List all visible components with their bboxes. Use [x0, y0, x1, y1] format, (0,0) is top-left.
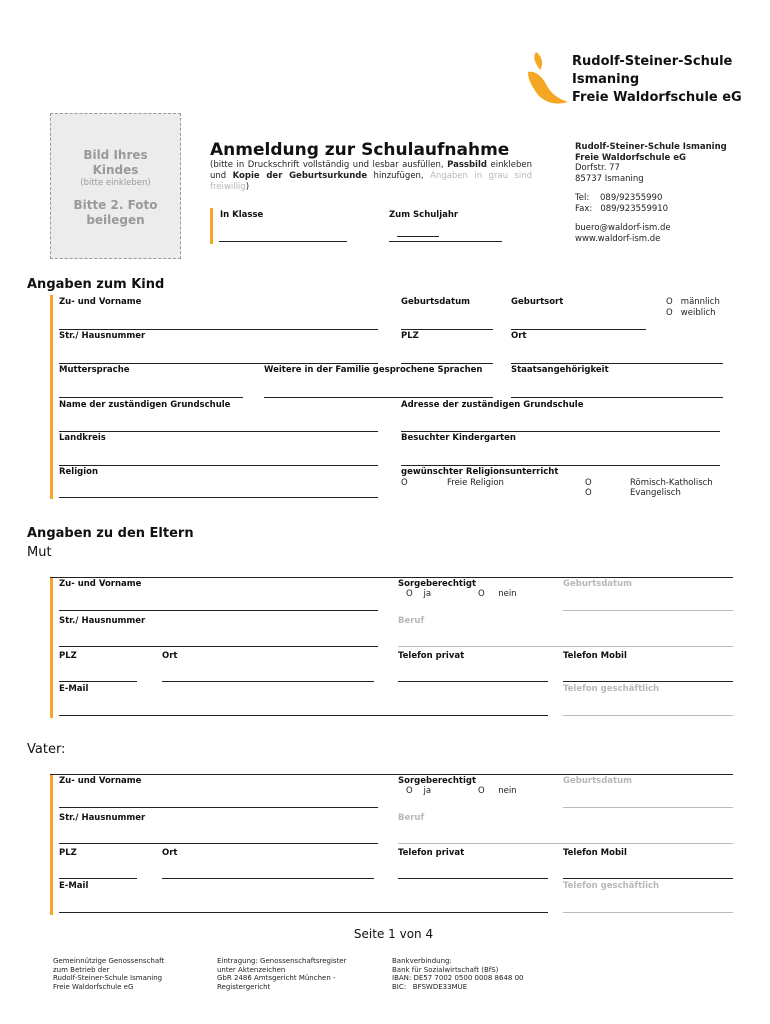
footer-2-line-4: Registergericht [217, 982, 271, 991]
mutter-top-rule [50, 577, 733, 578]
footer-3-line-2: Bank für Sozialwirtschaft (BfS) [392, 965, 499, 974]
vater-top-rule [50, 774, 733, 775]
field-religion[interactable] [59, 497, 378, 498]
label-grundschule: Name der zuständigen Grundschule [59, 400, 231, 410]
label-mutter-telefon-mobil: Telefon Mobil [563, 651, 627, 661]
accent-bar-vater [50, 775, 53, 915]
accent-bar-class [210, 208, 213, 244]
label-mutter-strasse: Str./ Hausnummer [59, 616, 146, 626]
label-vater-ort: Ort [162, 848, 178, 858]
intro-end: ) [245, 182, 250, 192]
option-evangelisch: Evangelisch [630, 488, 681, 498]
mutter-heading: Mut [27, 545, 52, 560]
footer-1-line-1: Gemeinnützige Genossenschaft [53, 957, 165, 965]
school-name-1: Rudolf-Steiner-Schule Ismaning [575, 142, 727, 152]
radio-mutter-nein[interactable]: O nein [478, 589, 517, 599]
footer-2-line-2: unter Aktenzeichen [217, 965, 286, 974]
school-name-2: Freie Waldorfschule eG [575, 152, 686, 163]
option-katholisch: Römisch-Katholisch [630, 478, 713, 488]
schuljahr-short-rule [397, 236, 439, 237]
label-mutter-telefon-privat: Telefon privat [398, 651, 465, 661]
footer-3-line-1: Bankverbindung: [392, 957, 452, 965]
radio-maennlich[interactable]: O männlich [666, 297, 720, 307]
label-kind-geburtsdatum: Geburtsdatum [401, 297, 470, 307]
footer-col-2 [217, 957, 347, 991]
label-vater-strasse: Str./ Hausnummer [59, 813, 146, 823]
label-vater-geburtsdatum: Geburtsdatum [563, 776, 632, 786]
field-mutter-name[interactable] [59, 610, 378, 611]
field-muttersprache[interactable] [59, 397, 243, 398]
field-staatsangehoerigkeit[interactable] [511, 397, 723, 398]
footer-2-line-1: Eintragung: Genossenschaftsregister [217, 957, 347, 965]
field-mutter-telefon-mobil[interactable] [563, 681, 733, 682]
label-kind-ort: Ort [511, 331, 527, 341]
label-grundschule-adresse: Adresse der zuständigen Grundschule [401, 400, 584, 410]
label-mutter-telefon-geschaeftlich: Telefon geschäftlich [563, 684, 660, 694]
page-number: Seite 1 von 4 [353, 927, 434, 941]
accent-bar-kind [50, 295, 53, 499]
field-kind-geburtsort[interactable] [511, 329, 646, 330]
field-kind-name[interactable] [59, 329, 378, 330]
field-kindergarten[interactable] [401, 465, 720, 466]
field-mutter-telefon-geschaeftlich[interactable] [563, 715, 733, 716]
radio-katholisch[interactable]: O [585, 478, 592, 488]
label-mutter-beruf: Beruf [398, 616, 425, 626]
label-muttersprache: Muttersprache [59, 365, 130, 375]
form-title: Anmeldung zur Schulaufnahme [210, 140, 510, 160]
school-fax: Fax: 089/923559910 [575, 203, 669, 214]
label-kind-plz: PLZ [401, 331, 419, 341]
field-landkreis[interactable] [59, 465, 378, 466]
footer-col-1 [53, 957, 164, 991]
label-religion: Religion [59, 467, 99, 477]
logo-line-3: Freie Waldorfschule eG [572, 90, 742, 105]
field-kind-strasse[interactable] [59, 363, 378, 364]
photo-text-1: Bild Ihres [83, 148, 148, 162]
field-grundschule[interactable] [59, 431, 378, 432]
label-mutter-sorgeberechtigt: Sorgeberechtigt [398, 579, 477, 589]
school-tel: Tel: 089/92355990 [575, 193, 663, 203]
radio-weiblich[interactable]: O weiblich [666, 308, 716, 318]
school-address [575, 142, 727, 244]
label-landkreis: Landkreis [59, 433, 106, 443]
field-mutter-ort[interactable] [162, 681, 374, 682]
label-vater-email: E-Mail [59, 881, 89, 891]
radio-evangelisch[interactable]: O [585, 488, 592, 498]
field-schuljahr[interactable] [389, 241, 502, 242]
school-web: www.waldorf-ism.de [575, 233, 661, 244]
section-kind-title: Angaben zum Kind [27, 277, 165, 292]
field-kind-plz[interactable] [401, 363, 493, 364]
field-mutter-email[interactable] [59, 715, 548, 716]
field-vater-ort[interactable] [162, 878, 374, 879]
field-vater-beruf[interactable] [398, 843, 733, 844]
label-schuljahr: Zum Schuljahr [389, 210, 459, 220]
accent-bar-mutter [50, 578, 53, 718]
photo-text-4: beilegen [86, 213, 145, 227]
label-religionsunterricht: gewünschter Religionsunterricht [401, 467, 559, 477]
field-grundschule-adresse[interactable] [401, 431, 720, 432]
option-freie-religion: Freie Religion [447, 478, 504, 488]
intro-grey: Angaben in grau sind freiwillig [210, 171, 533, 192]
label-mutter-name: Zu- und Vorname [59, 579, 142, 589]
footer-2-line-3: GbR 2486 Amtsgericht München - [217, 974, 336, 982]
section-eltern-title: Angaben zu den Eltern [27, 526, 194, 541]
label-kind-strasse: Str./ Hausnummer [59, 331, 146, 341]
intro-text-1: (bitte in Druckschrift vollständig und lesbar ausfüllen, [210, 160, 448, 170]
radio-vater-nein[interactable]: O nein [478, 786, 517, 796]
field-vater-telefon-geschaeftlich[interactable] [563, 912, 733, 913]
field-vater-strasse[interactable] [59, 843, 378, 844]
field-in-klasse[interactable] [219, 241, 347, 242]
radio-vater-ja[interactable]: O ja [406, 786, 432, 796]
photo-placeholder[interactable] [50, 113, 181, 259]
label-vater-telefon-mobil: Telefon Mobil [563, 848, 627, 858]
photo-text-2: Kindes [92, 163, 139, 177]
photo-text-3: Bitte 2. Foto [73, 198, 158, 212]
field-vater-plz[interactable] [59, 878, 137, 879]
vater-heading: Vater: [27, 742, 66, 757]
field-kind-ort[interactable] [511, 363, 723, 364]
school-email: buero@waldorf-ism.de [575, 223, 671, 233]
field-vater-email[interactable] [59, 912, 548, 913]
footer-col-3 [392, 957, 524, 991]
field-mutter-strasse[interactable] [59, 646, 378, 647]
form-intro [210, 160, 532, 193]
footer-3-line-4: BIC: BFSWDE33MUE [392, 982, 468, 991]
intro-text-3: hinzufügen, [367, 171, 431, 181]
school-street: Dorfstr. 77 [575, 163, 620, 173]
field-mutter-telefon-privat[interactable] [398, 681, 548, 682]
label-in-klasse: In Klasse [220, 210, 264, 220]
logo-line-1: Rudolf-Steiner-Schule [572, 54, 733, 69]
photo-hint: (bitte einkleben) [80, 178, 151, 188]
intro-text-2: einkleben und [210, 160, 533, 181]
label-kind-geburtsort: Geburtsort [511, 297, 564, 307]
label-mutter-ort: Ort [162, 651, 178, 661]
school-city: 85737 Ismaning [575, 173, 644, 184]
label-vater-plz: PLZ [59, 848, 77, 858]
radio-mutter-ja[interactable]: O ja [406, 589, 432, 599]
logo-line-2: Ismaning [572, 72, 640, 87]
label-kind-name: Zu- und Vorname [59, 297, 142, 307]
label-vater-name: Zu- und Vorname [59, 776, 142, 786]
label-mutter-plz: PLZ [59, 651, 77, 661]
label-mutter-geburtsdatum: Geburtsdatum [563, 579, 632, 589]
school-logo [522, 50, 752, 112]
footer-1-line-2: zum Betrieb der [53, 965, 110, 974]
logo-figure-icon [522, 50, 570, 110]
label-kindergarten: Besuchter Kindergarten [401, 433, 516, 443]
field-vater-telefon-privat[interactable] [398, 878, 548, 879]
field-vater-name[interactable] [59, 807, 378, 808]
intro-bold-1: Passbild [447, 160, 487, 170]
footer-1-line-3: Rudolf-Steiner-Schule Ismaning [53, 974, 163, 982]
field-weitere-sprachen[interactable] [264, 397, 493, 398]
field-mutter-beruf[interactable] [398, 646, 733, 647]
field-vater-telefon-mobil[interactable] [563, 878, 733, 879]
field-kind-geburtsdatum[interactable] [401, 329, 493, 330]
label-staatsangehoerigkeit: Staatsangehörigkeit [511, 365, 609, 375]
footer-1-line-4: Freie Waldorfschule eG [53, 982, 134, 991]
label-weitere-sprachen: Weitere in der Familie gesprochene Sprachen [264, 365, 483, 375]
intro-bold-2: Kopie der Geburtsurkunde [232, 171, 368, 181]
footer-3-line-3: IBAN: DE57 7002 0500 0008 8648 00 [392, 974, 524, 982]
field-vater-geburtsdatum[interactable] [563, 807, 733, 808]
field-mutter-plz[interactable] [59, 681, 137, 682]
radio-freie-religion[interactable]: O [401, 478, 408, 488]
label-vater-beruf: Beruf [398, 813, 425, 823]
field-mutter-geburtsdatum[interactable] [563, 610, 733, 611]
label-vater-sorgeberechtigt: Sorgeberechtigt [398, 776, 477, 786]
label-vater-telefon-geschaeftlich: Telefon geschäftlich [563, 881, 660, 891]
label-vater-telefon-privat: Telefon privat [398, 848, 465, 858]
label-mutter-email: E-Mail [59, 684, 89, 694]
